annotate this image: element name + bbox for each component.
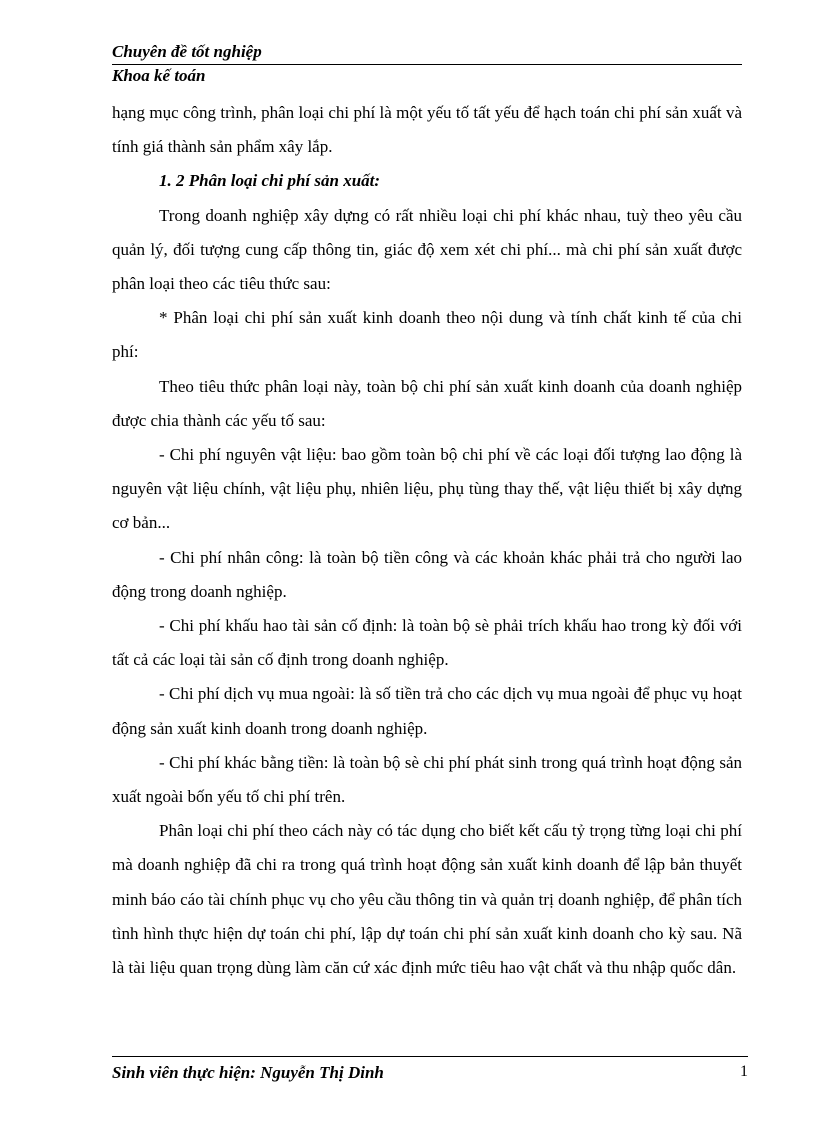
list-item: - Chi phí nhân công: là toàn bộ tiền công và các khoản khác phải trả cho người lao động trong doanh nghiệp.	[112, 547, 742, 601]
header-title: Chuyên đề tốt nghiệp	[112, 40, 742, 65]
list-item: - Chi phí dịch vụ mua ngoài: là số tiền trả cho các dịch vụ mua ngoài để phục vụ hoạt động sản xuất kinh doanh trong doanh nghiệp.	[112, 684, 742, 738]
header-department: Khoa kế toán	[112, 66, 206, 85]
paragraph: Theo tiêu thức phân loại này, toàn bộ chi phí sản xuất kinh doanh của doanh nghiệp được chia thành các yếu tố sau:	[112, 376, 742, 430]
list-item: - Chi phí nguyên vật liệu: bao gồm toàn bộ chi phí về các loại đối tượng lao động là nguyên vật liệu chính, vật liệu phụ, nhiên liệu, phụ tùng thay thế, vật liệu thiết bị xây dựng cơ bản...	[112, 445, 742, 533]
paragraph: hạng mục công trình, phân loại chi phí là một yếu tố tất yếu để hạch toán chi phí sản xuất và tính giá thành sản phẩm xây lắp.	[112, 103, 742, 157]
paragraph: Phân loại chi phí theo cách này có tác dụng cho biết kết cấu tỷ trọng từng loại chi phí mà doanh nghiệp đã chi ra trong quá trình hoạt động sản xuất kinh doanh để lập bản thuyết minh báo cáo tài chính phục vụ cho yêu cầu thông tin và quản trị doanh nghiệp, để phân tích tình hình thực hiện dự toán chi phí, lập dự toán chi phí sản xuất kinh doanh cho kỳ sau. Nã là tài liệu quan trọng dùng làm căn cứ xác định mức tiêu hao vật chất và thu nhập quốc dân.	[112, 821, 742, 978]
footer-author: Sinh viên thực hiện: Nguyễn Thị Dinh	[112, 1063, 384, 1082]
paragraph: Trong doanh nghiệp xây dựng có rất nhiều loại chi phí khác nhau, tuỳ theo yêu cầu quản lý, đối tượng cung cấp thông tin, giác độ xem xét chi phí... mà chi phí sản xuất được phân loại theo các tiêu thức sau:	[112, 205, 742, 294]
page-footer	[112, 1056, 748, 1082]
paragraph: * Phân loại chi phí sản xuất kinh doanh theo nội dung và tính chất kinh tế của chi phí:	[112, 308, 742, 362]
section-heading: 1. 2 Phân loại chi phí sản xuất:	[159, 171, 381, 191]
list-item: - Chi phí khác bằng tiền: là toàn bộ sè chi phí phát sinh trong quá trình hoạt động sản xuất ngoài bốn yếu tố chi phí trên.	[112, 752, 742, 807]
list-item: - Chi phí khấu hao tài sản cố định: là toàn bộ sè phải trích khấu hao trong kỳ đối với tất cả các loại tài sản cố định trong doanh nghiệp.	[112, 616, 742, 670]
page-number: 1	[740, 1063, 748, 1080]
document-body	[112, 96, 742, 985]
page-header	[112, 40, 742, 87]
